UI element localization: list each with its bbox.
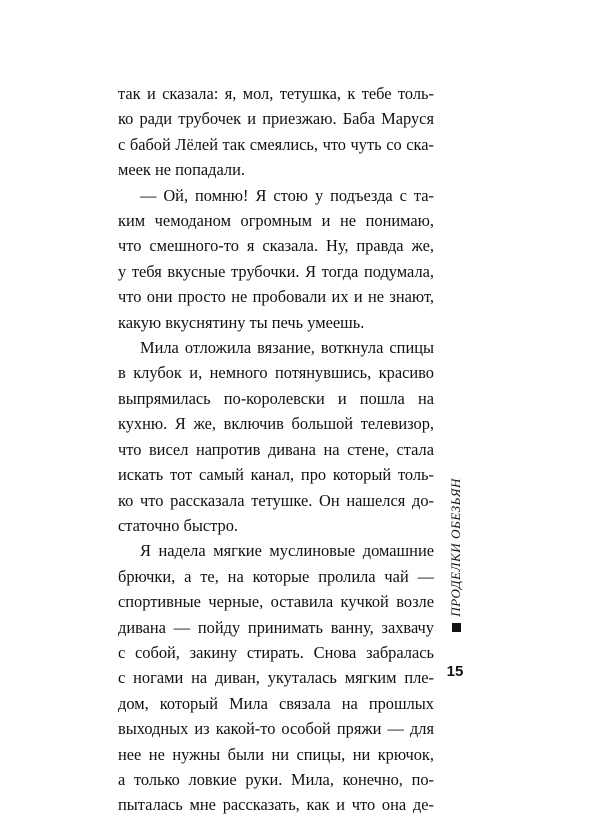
body-text — [118, 81, 434, 818]
text-line: ким чемоданом огромным и не понимаю, — [118, 211, 434, 231]
text-line: у тебя вкусные трубочки. Я тогда подумала, — [118, 261, 434, 281]
running-title — [447, 478, 465, 640]
text-line: что они просто не пробовали их и не знают, — [118, 287, 434, 307]
text-line: с бабой Лёлей так смеялись, что чуть со ска- — [118, 134, 434, 154]
text-line: пыталась мне рассказать, как и что она де- — [118, 795, 434, 815]
text-line: дом, который Мила связала на прошлых — [118, 693, 434, 713]
text-line: так и сказала: я, мол, тетушка, к тебе толь- — [118, 84, 434, 103]
text-line: а только ловкие руки. Мила, конечно, по- — [118, 769, 434, 789]
text-line: что висел напротив дивана на стене, стала — [118, 439, 434, 459]
text-line: какую вкуснятину ты печь умеешь. — [118, 312, 365, 332]
page-number: 15 — [446, 663, 464, 680]
text-line: кухню. Я же, включив большой телевизор, — [118, 414, 434, 434]
text-line: Мила отложила вязание, воткнула спицы — [140, 338, 434, 358]
text-line: спортивные черные, оставила кучкой возле — [118, 592, 434, 612]
text-line: с ногами на диван, укуталась мягким пле- — [118, 668, 434, 688]
text-line: — Ой, помню! Я стою у подъезда с та- — [140, 185, 434, 205]
text-line: ко что рассказала тетушке. Он нашелся до- — [118, 490, 434, 510]
text-line: брючки, а те, на которые пролила чай — — [118, 566, 434, 586]
text-line: Я надела мягкие муслиновые домашние — [140, 541, 434, 561]
text-line: с собой, закину стирать. Снова забралась — [118, 642, 434, 662]
text-line: выходных из какой-то особой пряжи — для — [118, 719, 434, 739]
text-line: в клубок и, немного потянувшись, красиво — [118, 363, 434, 383]
text-line: дивана — пойду принимать ванну, захвачу — [118, 617, 434, 637]
text-line: меек не попадали. — [118, 160, 245, 180]
text-line: статочно быстро. — [118, 515, 238, 535]
text-line: искать тот самый канал, про который толь- — [118, 465, 434, 485]
square-marker-icon — [452, 623, 461, 632]
text-line: ко ради трубочек и приезжаю. Баба Маруся — [118, 109, 434, 129]
running-title-text: ПРОДЕЛКИ ОБЕЗЬЯН — [448, 478, 463, 617]
text-line: нее не нужны были ни спицы, ни крючок, — [118, 744, 434, 764]
text-line: выпрямилась по-королевски и пошла на — [118, 388, 434, 408]
text-line: что смешного-то я сказала. Ну, правда же, — [118, 236, 434, 256]
